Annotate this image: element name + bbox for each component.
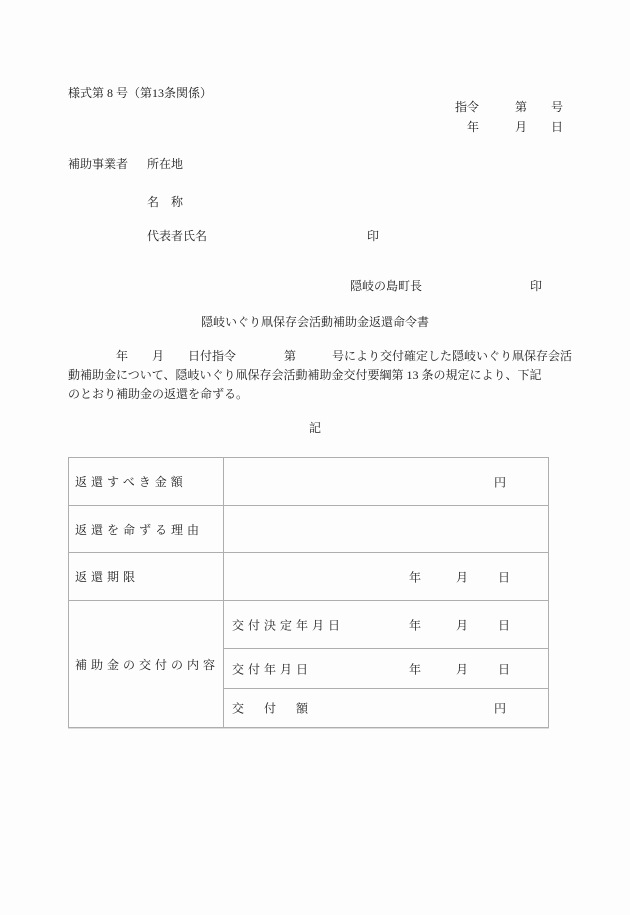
record-marker: 記 [308, 421, 321, 435]
month-label: 月 [456, 662, 469, 676]
body-paragraph-line: のとおり補助金の返還を命ずる。 [68, 387, 249, 401]
return-reason-value-cell [224, 506, 549, 553]
return-deadline-label: 返還期限 [69, 553, 224, 601]
return-deadline-value-cell [224, 553, 549, 601]
subsidized-party-label: 補助事業者 [68, 157, 129, 171]
year-label: 年 [409, 618, 422, 632]
body-paragraph-line: 年 月 日付指令 第 号により交付確定した隠岐いぐり凧保存会活 [68, 349, 573, 363]
grant-amount-label: 交 付 額 [232, 701, 313, 716]
grant-date-label: 交付年月日 [232, 662, 313, 676]
grant-date-cell [224, 649, 549, 689]
representative-seal-mark: 印 [367, 229, 380, 243]
return-reason-label: 返還を命ずる理由 [69, 506, 224, 553]
table-row [69, 458, 549, 506]
grant-decision-date-label: 交付決定年月日 [232, 618, 345, 632]
month-label: 月 [456, 618, 469, 632]
grant-decision-date-cell [224, 601, 549, 649]
day-label: 日 [498, 570, 511, 584]
year-label: 年 [409, 662, 422, 676]
return-order-table [68, 457, 549, 728]
document-title: 隠岐いぐり凧保存会活動補助金返還命令書 [200, 315, 429, 329]
yen-unit-label: 円 [494, 701, 507, 716]
issue-date-line: 年 月 日 [466, 120, 563, 134]
day-label: 日 [498, 662, 511, 676]
yen-unit-label: 円 [494, 475, 507, 489]
body-paragraph-line: 動補助金について、隠岐いぐり凧保存会活動補助金交付要綱第 13 条の規定により、下記 [68, 368, 542, 382]
table-row [69, 601, 549, 649]
day-label: 日 [498, 618, 511, 632]
grant-details-label: 補助金の交付の内容 [69, 601, 224, 728]
amount-to-return-value-cell [224, 458, 549, 506]
amount-to-return-label: 返還すべき金額 [69, 458, 224, 506]
representative-name-label: 代表者氏名 [147, 229, 208, 243]
table-row [69, 506, 549, 553]
mayor-title-label: 隠岐の島町長 [350, 279, 423, 293]
year-label: 年 [409, 570, 422, 584]
directive-number-line: 指令 第 号 [454, 100, 563, 114]
grant-amount-cell [224, 689, 549, 728]
month-label: 月 [456, 570, 469, 584]
address-label: 所在地 [147, 157, 184, 171]
form-number: 様式第 8 号（第13条関係） [68, 86, 213, 100]
table-row [69, 553, 549, 601]
mayor-seal-mark: 印 [530, 279, 543, 293]
name-label: 名 称 [147, 195, 184, 209]
